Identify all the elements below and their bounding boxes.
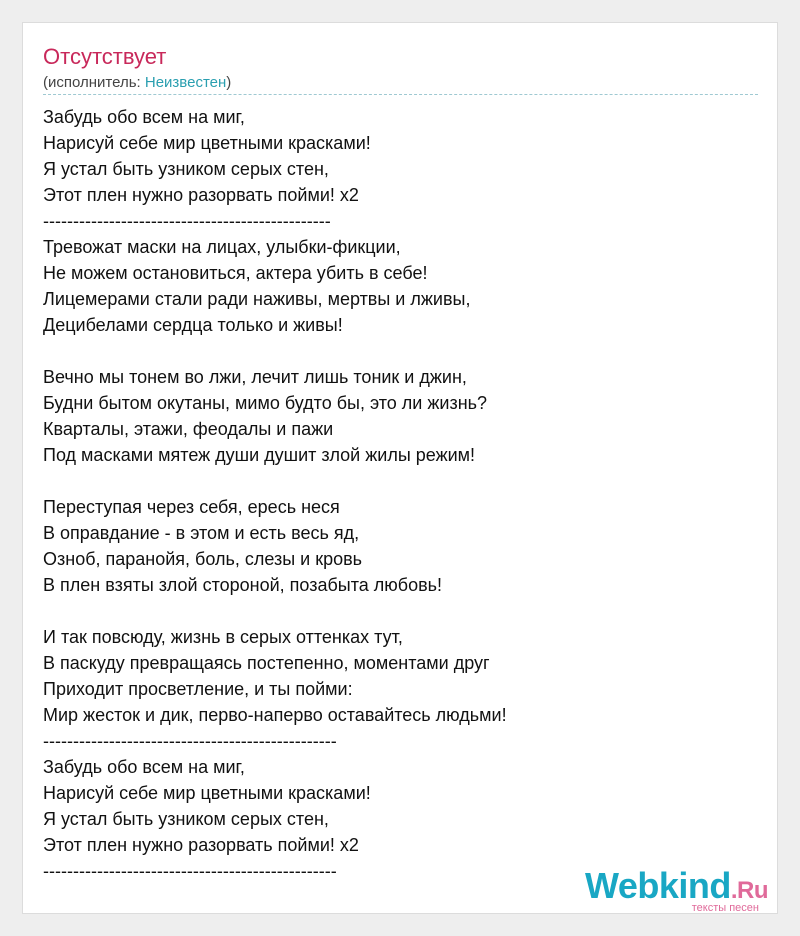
logo-name: Webkind	[585, 865, 731, 906]
lyric-line: Не можем остановиться, актера убить в себе!	[43, 263, 428, 283]
lyric-line: Озноб, паранойя, боль, слезы и кровь	[43, 549, 363, 569]
lyric-line	[43, 468, 507, 494]
lyric-line: Лицемерами стали ради наживы, мертвы и лживы,	[43, 289, 471, 309]
lyric-line: Децибелами сердца только и живы!	[43, 315, 343, 335]
lyric-line: Кварталы, этажи, феодалы и пажи	[43, 419, 334, 439]
logo-tagline: тексты песен	[691, 902, 759, 914]
lyric-line: -------------------------------------------------	[43, 731, 337, 751]
lyric-line: И так повсюду, жизнь в серых оттенках тут,	[43, 627, 403, 647]
lyric-line: Под масками мятеж души душит злой жилы режим!	[43, 445, 476, 465]
lyric-line: ------------------------------------------------	[43, 211, 331, 231]
lyric-line: Этот плен нужно разорвать пойми! х2	[43, 185, 359, 205]
lyric-line: Забудь обо всем на миг,	[43, 757, 245, 777]
lyric-line: Я устал быть узником серых стен,	[43, 809, 329, 829]
lyric-line: Приходит просветление, и ты пойми:	[43, 679, 353, 699]
lyric-line: Тревожат маски на лицах, улыбки-фикции,	[43, 237, 401, 257]
lyric-line: Вечно мы тонем во лжи, лечит лишь тоник и джин,	[43, 367, 467, 387]
lyric-line: Нарисуй себе мир цветными красками!	[43, 783, 371, 803]
lyric-line: В плен взяты злой стороной, позабыта любовь!	[43, 575, 443, 595]
lyrics-card	[22, 22, 778, 914]
artist-line	[43, 73, 231, 93]
logo-tld: .Ru	[730, 877, 769, 904]
lyric-line: -------------------------------------------------	[43, 861, 337, 881]
lyric-line: Мир жесток и дик, перво-наперво оставайтесь людьми!	[43, 705, 507, 725]
lyric-line	[43, 598, 507, 624]
lyric-line: Этот плен нужно разорвать пойми! х2	[43, 835, 359, 855]
header-divider	[43, 94, 758, 95]
lyric-line: Я устал быть узником серых стен,	[43, 159, 329, 179]
artist-suffix: )	[226, 74, 232, 91]
song-title: Отсутствует	[43, 44, 167, 69]
site-logo[interactable]	[585, 866, 775, 914]
lyric-line: В паскуду превращаясь постепенно, моментами друг	[43, 653, 490, 673]
artist-link[interactable]: Неизвестен	[144, 74, 227, 91]
lyric-line: В оправдание - в этом и есть весь яд,	[43, 523, 360, 543]
lyric-line: Переступая через себя, ересь неся	[43, 497, 340, 517]
artist-prefix: (исполнитель:	[43, 74, 145, 91]
lyric-line	[43, 338, 507, 364]
lyric-line: Забудь обо всем на миг,	[43, 107, 245, 127]
lyric-line: Будни бытом окутаны, мимо будто бы, это ли жизнь?	[43, 393, 488, 413]
lyrics-text	[43, 104, 507, 884]
lyric-line: Нарисуй себе мир цветными красками!	[43, 133, 371, 153]
